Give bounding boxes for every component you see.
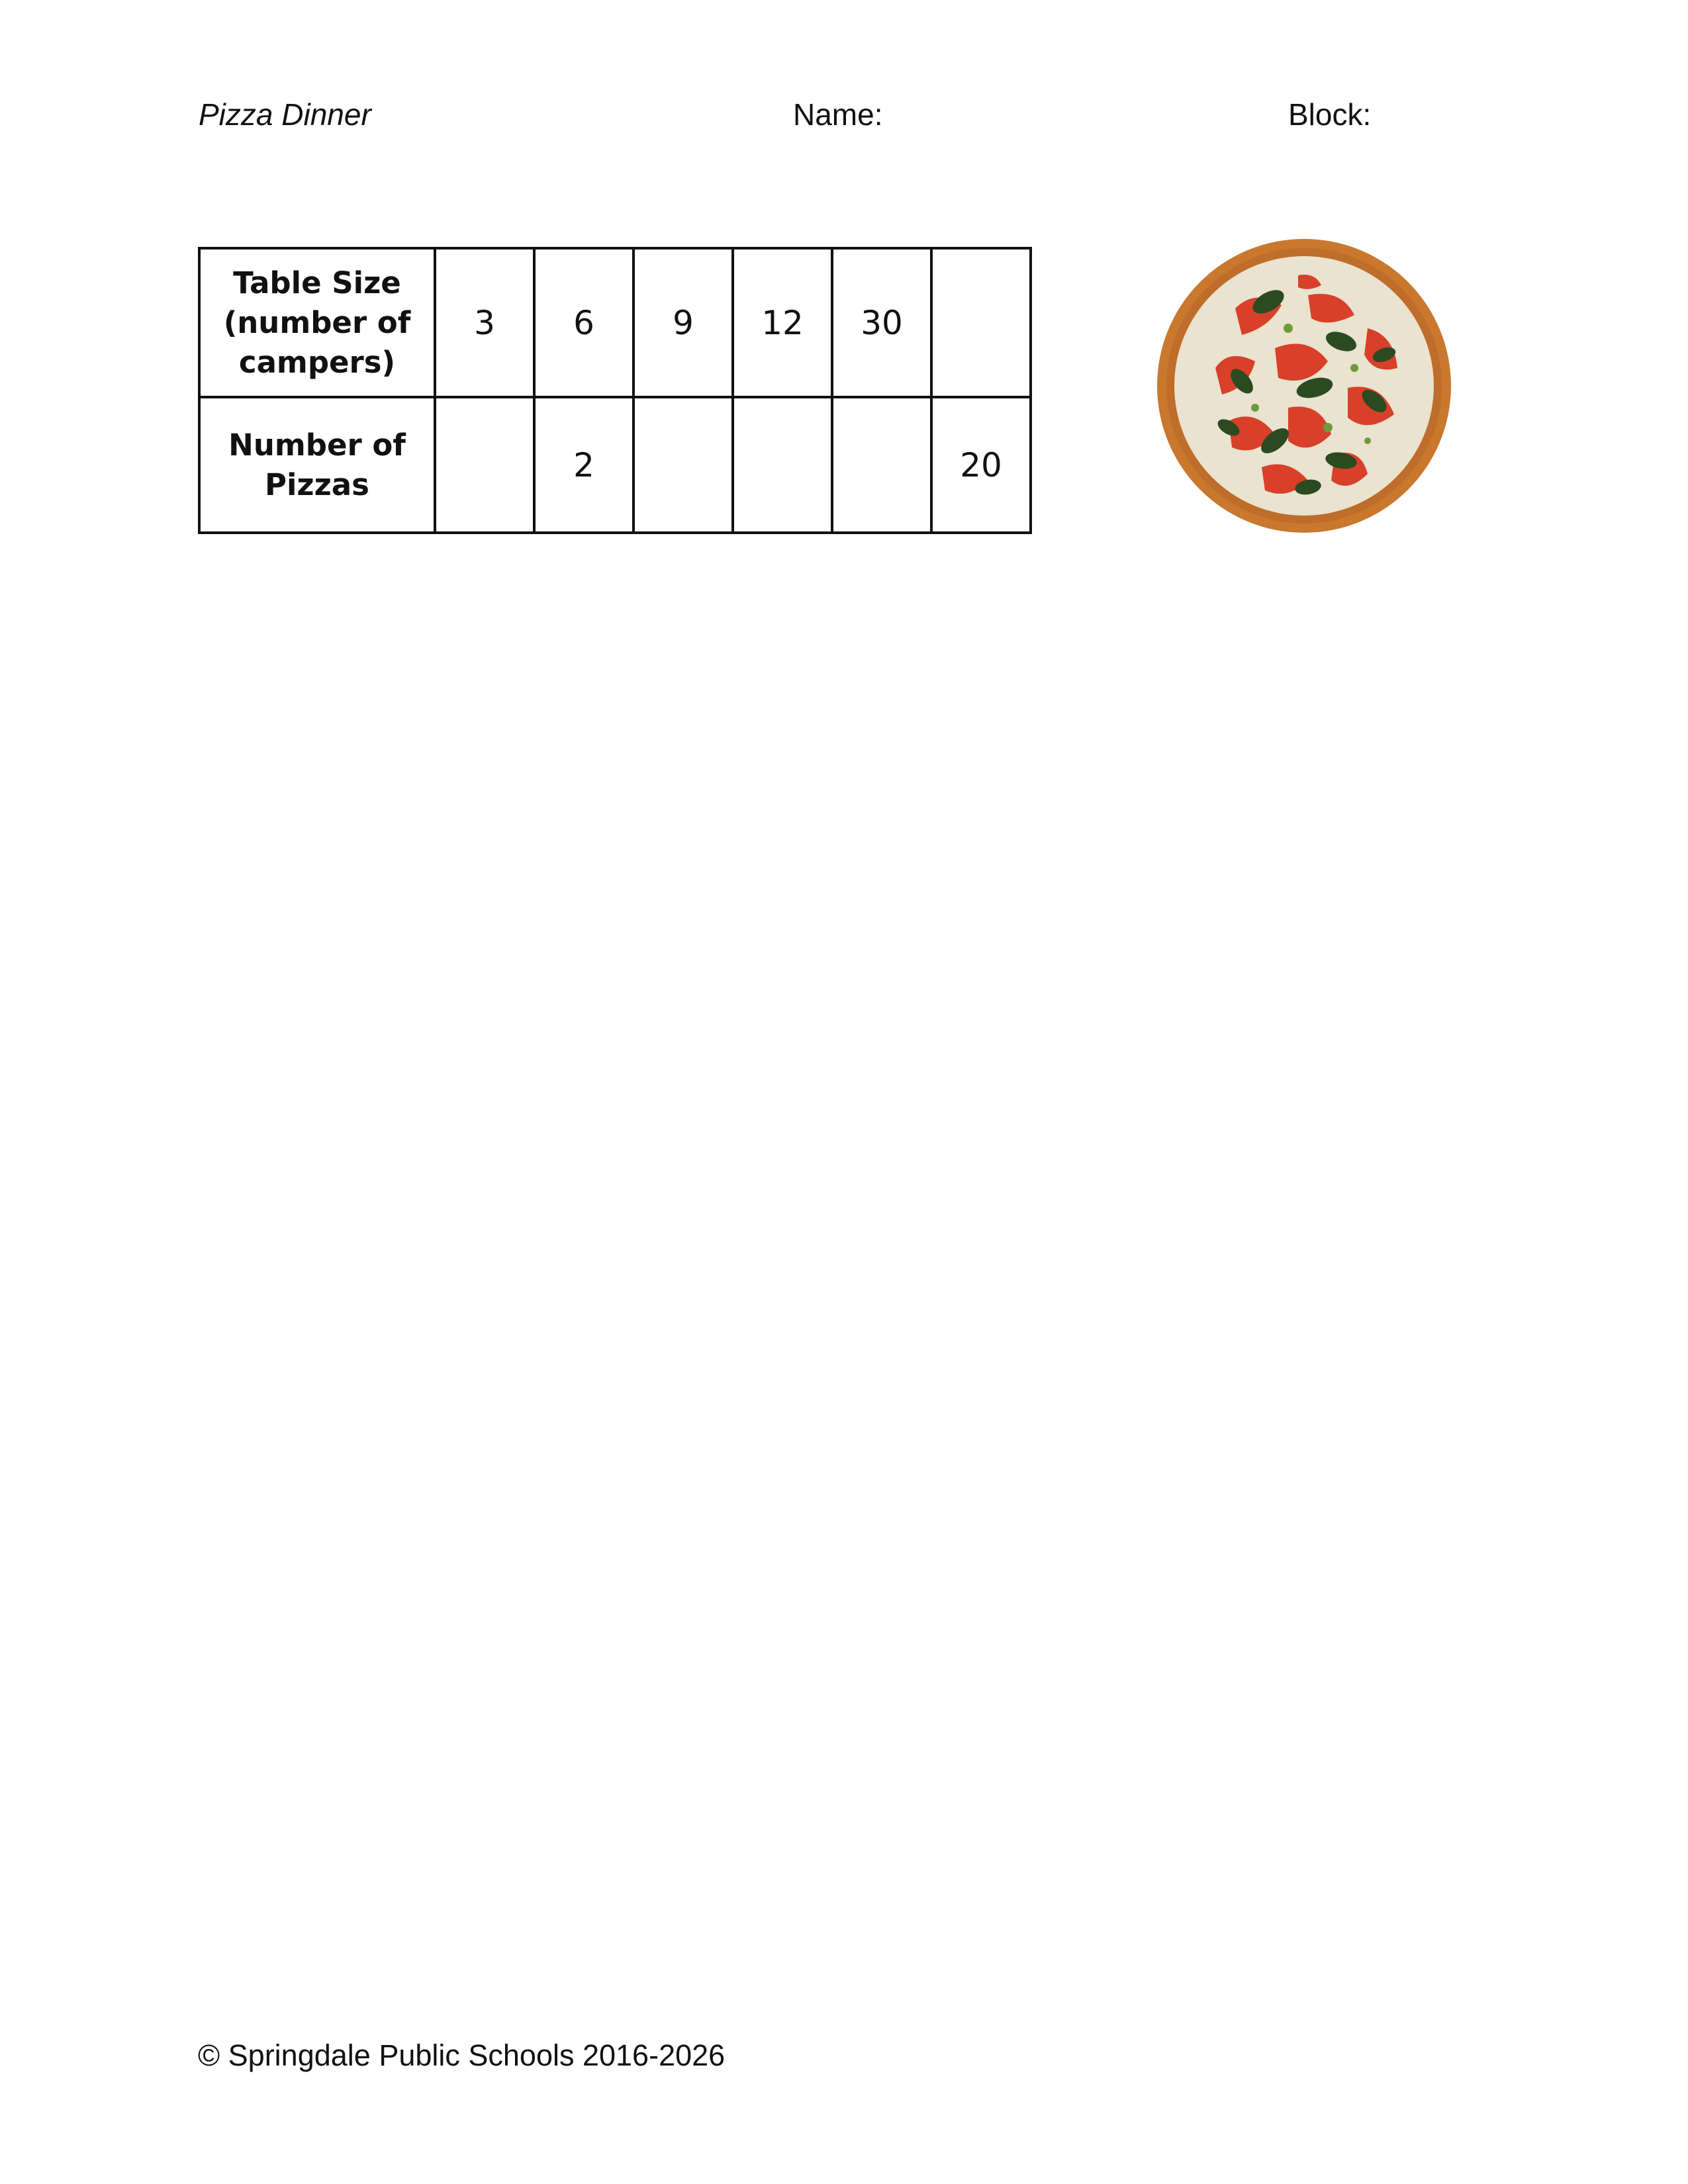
pizza-count-cell — [832, 397, 931, 533]
table-size-cell: 6 — [534, 248, 633, 397]
copyright-footer: © Springdale Public Schools 2016-2026 — [198, 2038, 726, 2072]
pizza-count-cell — [733, 397, 832, 533]
row-header-line: Pizzas — [265, 467, 369, 502]
block-label: Block: — [1288, 97, 1372, 132]
pizza-count-cell — [633, 397, 733, 533]
name-label: Name: — [793, 97, 883, 132]
table-size-cell — [931, 248, 1031, 397]
row-header-line: campers) — [238, 344, 396, 380]
worksheet-title: Pizza Dinner — [199, 97, 371, 132]
pizza-count-cell — [435, 397, 534, 533]
ratio-table — [198, 247, 1032, 534]
pizza-count-cell: 20 — [931, 397, 1031, 533]
row-header-line: Number of — [228, 427, 406, 463]
table-size-cell: 9 — [633, 248, 733, 397]
table-row-number-of-pizzas — [199, 397, 1031, 533]
row-header-line: Table Size — [233, 265, 401, 300]
pizza-icon — [1156, 236, 1452, 536]
row-header-number-of-pizzas — [199, 397, 435, 533]
table-size-cell: 30 — [832, 248, 931, 397]
row-header-table-size — [199, 248, 435, 397]
row-header-line: (number of — [223, 304, 411, 340]
pizza-count-cell: 2 — [534, 397, 633, 533]
table-size-cell: 3 — [435, 248, 534, 397]
table-size-cell: 12 — [733, 248, 832, 397]
table-row-table-size — [199, 248, 1031, 397]
